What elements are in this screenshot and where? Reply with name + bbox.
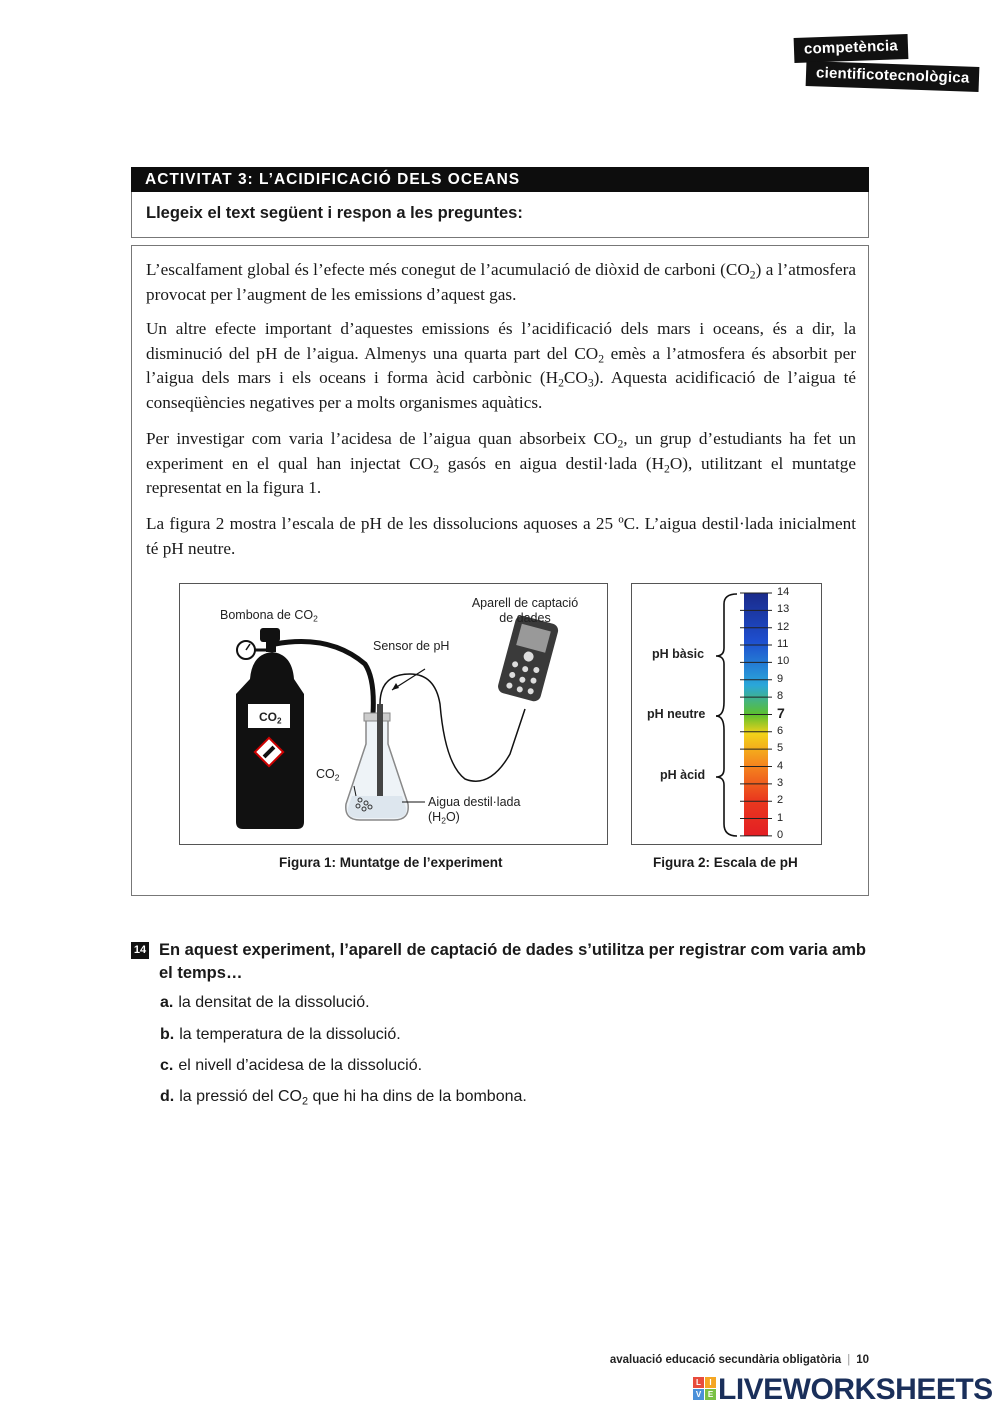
option-b[interactable]: b. la temperatura de la dissolució. [160,1026,401,1043]
distilled-water-label: Aigua destil·lada $(H_2O)$ [428,795,521,826]
gas-bottle [236,628,304,829]
ph-tick-label: 6 [777,724,784,737]
bottle-co2-label: $CO_2$ [259,710,282,726]
acid-brace [716,730,737,836]
data-logger-label: Aparell de captació de dades [471,596,579,625]
ph-tick-label: 1 [777,811,784,824]
ph-tick-label: 2 [777,794,784,807]
ph-tick-label: 4 [777,759,784,772]
page-footer: avaluació educació secundària obligatòria | 10 [609,1354,869,1366]
ph-basic-label: pH bàsic [652,647,705,661]
paragraph-2: Un altre efecte important d’aquestes emissions és l’acidificació dels mars i oceans, és a dir, la disminució del pH de l’aigua. Almenys una quarta part del $CO_2$ emès a l’atmosfera és absorbit per l’aigua dels mars i els oceans i forma àcid carbònic $(H_2CO_3)$. Aquesta acidificació de l’aigua té conseqüències negatives per a molts organismes aquàtics. [146,319,856,412]
liveworksheets-brand[interactable]: LIVEWORKSHEETS [718,1373,993,1406]
activity-instruction: Llegeix el text següent i respon a les preguntes: [131,192,869,238]
option-c[interactable]: c. el nivell d’acidesa de la dissolució. [160,1057,423,1074]
competencia-tag: competència [794,34,909,63]
ph-tick-label: 3 [777,776,784,789]
ph-tick-label: 13 [777,603,790,616]
activity-title: ACTIVITAT 3: L’ACIDIFICACIÓ DELS OCEANS [131,167,869,192]
paragraph-1: L’escalfament global és l’efecte més conegut de l’acumulació de diòxid de carboni $(CO_2)$ a l’atmosfera provocat per l’augment de les emissions d’aquest gas. [146,260,856,304]
bubbles-co2-label: $CO_2$ [316,767,340,783]
question-number: 14 [131,942,149,959]
ph-tick-label: 12 [777,620,790,633]
figure-2-ph-scale [631,583,822,845]
figure-1-caption: Figura 1: Muntatge de l’experiment [279,855,503,870]
page-number: 10 [856,1354,869,1366]
paragraph-4: La figura 2 mostra l’escala de pH de les dissolucions aquoses a 25 ºC. L’aigua destil·lada inicialment té pH neutre. [146,514,856,558]
ph-sensor-label: Sensor de pH [373,639,450,653]
ph-tick-label: 10 [777,655,790,668]
option-a[interactable]: a. la densitat de la dissolució. [160,994,370,1011]
ph-tick-label: 9 [777,672,784,685]
erlenmeyer-flask [346,704,408,820]
ph-tick-label: 5 [777,742,784,755]
ph-neutral-label: pH neutre [647,707,706,721]
ph-tick-label: 7 [777,705,785,722]
ph-tick-label: 0 [777,828,784,841]
gas-bottle-label: Bombona de $CO_2$ [220,608,318,624]
ph-tick-label: 8 [777,690,784,703]
basic-brace [716,594,737,702]
competencia-tag-2: cientificotecnològica [806,61,980,92]
ph-tick-label: 14 [777,586,790,598]
figure-2-caption: Figura 2: Escala de pH [653,855,798,870]
reading-text-box [131,245,869,896]
ph-tick-label: 11 [777,638,789,651]
ph-acid-label: pH àcid [660,768,706,782]
option-d[interactable]: d. la pressió del $CO_2$ que hi ha dins de la bombona. [160,1088,527,1108]
question-text: En aquest experiment, l’aparell de captació de dades s’utilitza per registrar com varia amb el temps… [159,941,867,982]
figure-1-experiment [179,583,608,845]
paragraph-3: Per investigar com varia l’acidesa de l’aigua quan absorbeix $CO_2$, un grup d’estudiants ha fet un experiment en el qual han injectat $CO_2$ gasós en aigua destil·lada $(H_2O)$, utilitzant el muntatge representat en la figura 1. [146,429,856,497]
data-logger-device [496,614,559,703]
